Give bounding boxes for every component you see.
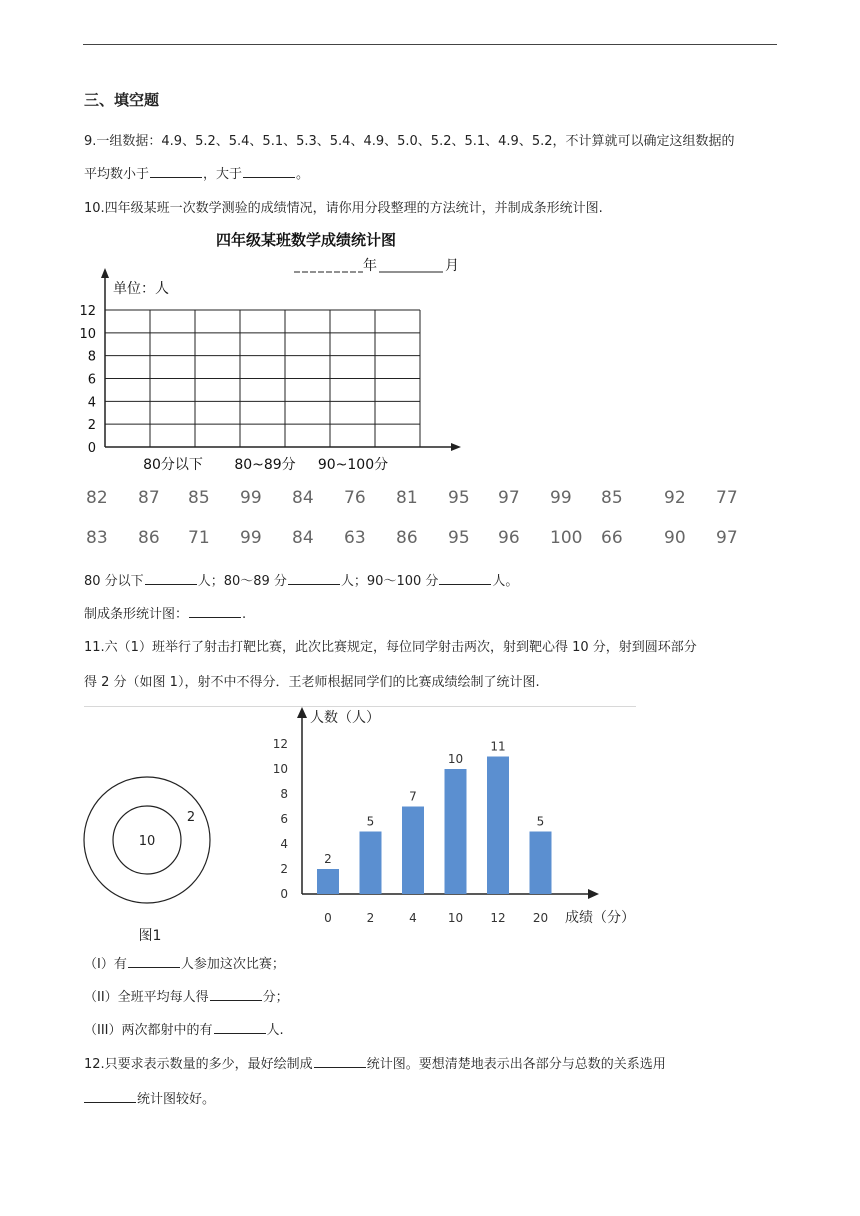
q9-line2 <box>84 165 309 185</box>
q11-sub2-a: （II）全班平均每人得 <box>84 990 209 1005</box>
score-value: 85 <box>188 488 210 508</box>
q11-sub3-a: （III）两次都射中的有 <box>84 1023 213 1038</box>
score-value: 99 <box>240 488 262 508</box>
q11-sub3 <box>84 1021 284 1041</box>
answer-blank <box>84 1090 136 1103</box>
x-tick-label: 2 <box>366 911 375 925</box>
q10-chart-text: 制成条形统计图： <box>84 607 189 622</box>
score-value: 97 <box>498 488 520 508</box>
score-value: 92 <box>664 488 686 508</box>
score-value: 85 <box>601 488 623 508</box>
empty-bar-chart-grid <box>76 226 476 476</box>
figure-caption: 图1 <box>138 928 162 944</box>
answer-blank <box>439 572 491 585</box>
q10-answer-c: 人；90～100 分 <box>340 574 439 589</box>
score-value: 100 <box>550 528 583 548</box>
y-tick-label: 12 <box>79 304 96 319</box>
q11-sub1-b: 人参加这次比赛； <box>180 957 285 972</box>
score-value: 95 <box>448 488 470 508</box>
chart-title: 四年级某班数学成绩统计图 <box>215 231 397 249</box>
y-tick-label: 12 <box>272 737 288 751</box>
q11-line2: 得 2 分（如图 1），射不中不得分．王老师根据同学们的比赛成绩绘制了统计图. <box>84 675 540 690</box>
bars <box>273 737 552 925</box>
y-tick-label: 8 <box>87 349 96 365</box>
x-tick-label: 10 <box>447 911 464 925</box>
q11-sub2 <box>84 988 289 1008</box>
y-tick-label: 6 <box>280 812 288 826</box>
bar <box>445 769 467 894</box>
score-value: 95 <box>448 528 470 548</box>
x-tick-label: 12 <box>490 911 506 925</box>
x-category-label: 80分以下 <box>143 457 203 473</box>
header-rule <box>83 44 777 45</box>
q10-answer-a: 80 分以下 <box>84 574 144 589</box>
target-figure <box>80 775 220 945</box>
bar <box>402 807 424 895</box>
score-value: 77 <box>716 488 738 508</box>
q12-line1 <box>84 1055 666 1075</box>
q12-text-c: 统计图较好。 <box>137 1092 216 1107</box>
q9-text-b: ，大于 <box>203 167 243 182</box>
q10-answer-b: 人；80～89 分 <box>197 574 287 589</box>
q10-chart-answer <box>84 605 246 625</box>
score-value: 71 <box>188 528 210 548</box>
q11-sub1 <box>84 955 285 975</box>
bar <box>530 832 552 895</box>
year-label: 年 <box>363 258 377 274</box>
score-value: 86 <box>396 528 418 548</box>
month-label: 月 <box>445 258 459 274</box>
x-tick-label: 0 <box>324 911 332 925</box>
score-value: 97 <box>716 528 738 548</box>
x-axis-arrow <box>451 443 461 451</box>
q12-text-a: 12.只要求表示数量的多少，最好绘制成 <box>84 1057 313 1072</box>
answer-blank <box>145 572 197 585</box>
ring-label: 2 <box>186 810 196 825</box>
q12-text-b: 统计图。要想清楚地表示出各部分与总数的关系选用 <box>366 1057 666 1072</box>
y-tick-label: 0 <box>87 441 96 456</box>
y-axis-label: 人数（人） <box>310 710 380 726</box>
y-tick-label: 0 <box>280 887 288 901</box>
q10-answer-d: 人。 <box>492 574 519 589</box>
x-category-labels <box>143 457 388 473</box>
bullseye-label: 10 <box>138 834 156 849</box>
x-axis-label: 成绩（分） <box>565 910 635 926</box>
data-label: 5 <box>536 814 545 829</box>
answer-blank <box>243 165 295 178</box>
q10-answer <box>84 572 518 592</box>
q9-line1: 9.一组数据：4.9、5.2、5.4、5.1、5.3、5.4、4.9、5.0、5.2、5.1、4.9、5.2，不计算就可以确定这组数据的 <box>84 134 735 149</box>
score-value: 83 <box>86 528 108 548</box>
q11-sub2-b: 分； <box>262 990 289 1005</box>
answer-blank <box>288 572 340 585</box>
q11-sub1-a: （I）有 <box>84 957 127 972</box>
q9-text-a: 平均数小于 <box>84 167 150 182</box>
bar <box>317 869 339 894</box>
y-tick-label: 4 <box>87 395 96 411</box>
y-tick-label: 2 <box>87 418 96 434</box>
data-label: 11 <box>490 739 506 754</box>
data-label: 5 <box>366 814 375 829</box>
bar <box>360 832 382 895</box>
y-tick-label: 4 <box>280 837 288 851</box>
y-tick-labels <box>79 304 96 456</box>
x-tick-label: 4 <box>409 911 417 925</box>
y-axis-arrow <box>297 707 307 718</box>
q12-line2 <box>84 1090 215 1110</box>
y-tick-label: 6 <box>87 372 96 388</box>
score-value: 87 <box>138 488 160 508</box>
x-axis-arrow <box>588 889 599 899</box>
score-value: 76 <box>344 488 366 508</box>
score-value: 86 <box>138 528 160 548</box>
y-tick-label: 10 <box>79 326 96 342</box>
x-category-label: 90~100分 <box>317 457 389 473</box>
q11-line1: 11.六（1）班举行了射击打靶比赛，此次比赛规定，每位同学射击两次，射到靶心得 10 分，射到圆环部分 <box>84 640 697 655</box>
data-label: 2 <box>324 852 332 866</box>
bar <box>487 757 509 895</box>
score-bar-chart <box>262 706 642 934</box>
score-value: 99 <box>240 528 262 548</box>
data-label: 10 <box>447 752 464 766</box>
score-value: 82 <box>86 488 108 508</box>
y-tick-label: 2 <box>280 862 288 876</box>
x-tick-label: 20 <box>532 911 549 925</box>
q10-text: 10.四年级某班一次数学测验的成绩情况，请你用分段整理的方法统计，并制成条形统计图. <box>84 201 603 216</box>
y-tick-label: 8 <box>280 787 288 801</box>
x-category-label: 80~89分 <box>234 457 296 473</box>
y-tick-label: 10 <box>272 762 288 776</box>
answer-blank <box>214 1021 266 1034</box>
score-value: 66 <box>601 528 623 548</box>
score-value: 84 <box>292 488 314 508</box>
answer-blank <box>189 605 241 618</box>
data-label: 7 <box>409 789 417 804</box>
q11-sub3-b: 人. <box>266 1023 284 1038</box>
grid <box>105 310 420 447</box>
q10-chart-end: . <box>242 607 247 622</box>
score-value: 96 <box>498 528 520 548</box>
score-value: 90 <box>664 528 686 548</box>
q9-text-c: 。 <box>296 167 310 182</box>
answer-blank <box>314 1055 366 1068</box>
answer-blank <box>150 165 202 178</box>
section-title: 三、填空题 <box>84 91 160 109</box>
answer-blank <box>210 988 262 1001</box>
unit-label: 单位：人 <box>113 281 169 297</box>
score-value: 63 <box>344 528 366 548</box>
score-value: 84 <box>292 528 314 548</box>
score-value: 99 <box>550 488 572 508</box>
score-value: 81 <box>396 488 418 508</box>
answer-blank <box>128 955 180 968</box>
y-axis-arrow <box>101 268 109 278</box>
